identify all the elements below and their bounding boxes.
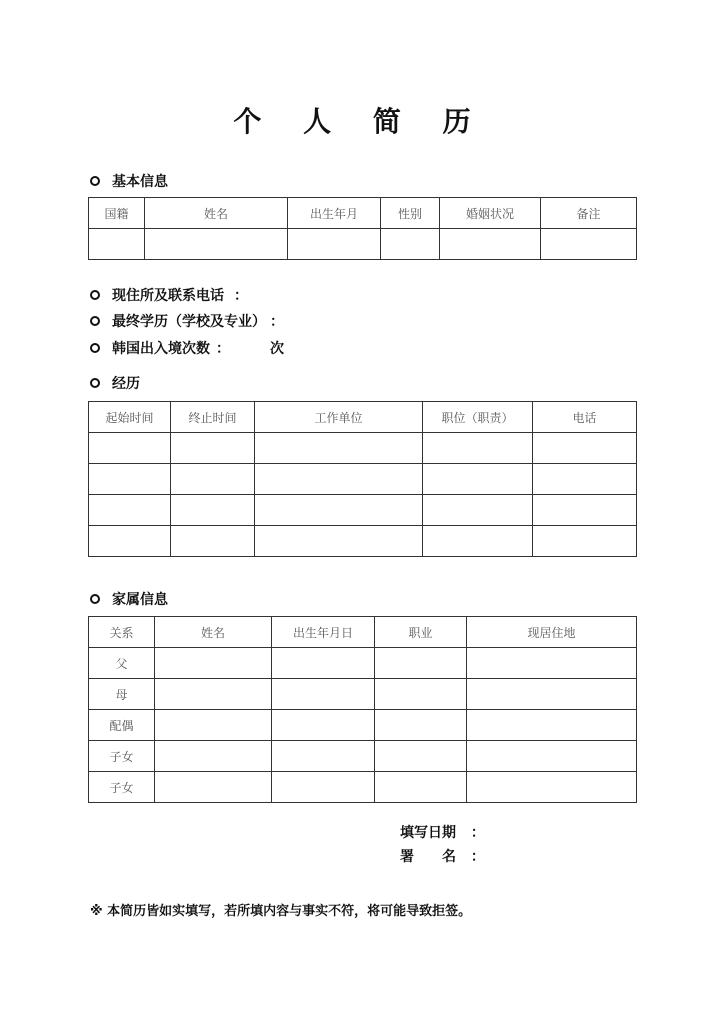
table-row — [89, 648, 637, 679]
input-cell[interactable] — [375, 772, 467, 803]
input-cell[interactable] — [255, 464, 423, 495]
input-cell[interactable] — [155, 710, 272, 741]
input-cell[interactable] — [89, 433, 171, 464]
input-cell[interactable] — [423, 433, 533, 464]
header-cell: 备注 — [541, 198, 637, 229]
colon: ： — [470, 849, 485, 865]
experience-heading — [90, 373, 140, 393]
input-cell[interactable] — [533, 464, 637, 495]
table-row — [89, 741, 637, 772]
table-header-row — [89, 617, 637, 648]
input-cell[interactable] — [272, 772, 375, 803]
section-label: 家属信息 — [112, 592, 168, 608]
input-cell[interactable] — [255, 526, 423, 557]
table-row — [89, 433, 637, 464]
input-cell[interactable] — [171, 526, 255, 557]
relation-cell: 子女 — [89, 772, 155, 803]
colon: ： — [270, 314, 284, 330]
input-cell[interactable] — [467, 741, 637, 772]
family-table — [88, 616, 637, 803]
education-field — [90, 311, 284, 331]
table-row — [89, 495, 637, 526]
page-title: 个 人 简 历 — [233, 105, 487, 138]
input-cell[interactable] — [89, 229, 145, 260]
input-cell[interactable] — [467, 679, 637, 710]
input-cell[interactable] — [89, 495, 171, 526]
relation-cell: 父 — [89, 648, 155, 679]
header-cell: 起始时间 — [89, 402, 171, 433]
header-cell: 姓名 — [155, 617, 272, 648]
header-cell: 姓名 — [145, 198, 288, 229]
header-cell: 工作单位 — [255, 402, 423, 433]
fill-date-label: 填写日期 — [400, 825, 456, 841]
input-cell[interactable] — [375, 741, 467, 772]
input-cell[interactable] — [272, 679, 375, 710]
section-label: 基本信息 — [112, 174, 168, 190]
input-cell[interactable] — [440, 229, 541, 260]
input-cell[interactable] — [467, 710, 637, 741]
input-cell[interactable] — [288, 229, 381, 260]
relation-cell: 子女 — [89, 741, 155, 772]
table-row — [89, 710, 637, 741]
bullet-circle-icon — [90, 290, 100, 300]
input-cell[interactable] — [145, 229, 288, 260]
relation-cell: 配偶 — [89, 710, 155, 741]
address-field — [90, 285, 248, 305]
input-cell[interactable] — [467, 772, 637, 803]
table-row — [89, 526, 637, 557]
header-cell: 关系 — [89, 617, 155, 648]
input-cell[interactable] — [89, 464, 171, 495]
input-cell[interactable] — [272, 741, 375, 772]
header-cell: 国籍 — [89, 198, 145, 229]
input-cell[interactable] — [423, 464, 533, 495]
bullet-circle-icon — [90, 378, 100, 388]
header-cell: 性别 — [381, 198, 440, 229]
basic-info-heading — [90, 171, 168, 191]
header-cell: 终止时间 — [171, 402, 255, 433]
table-header-row — [89, 198, 637, 229]
input-cell[interactable] — [155, 648, 272, 679]
input-cell[interactable] — [272, 710, 375, 741]
input-cell[interactable] — [272, 648, 375, 679]
field-label: 韩国出入境次数 — [112, 341, 210, 357]
header-cell: 出生年月 — [288, 198, 381, 229]
colon: ： — [470, 825, 485, 841]
bullet-circle-icon — [90, 316, 100, 326]
input-cell[interactable] — [255, 433, 423, 464]
section-label: 经历 — [112, 376, 140, 392]
input-cell[interactable] — [423, 526, 533, 557]
unit-label: 次 — [270, 341, 284, 357]
input-cell[interactable] — [467, 648, 637, 679]
field-label: 最终学历（学校及专业） — [112, 314, 266, 330]
experience-table — [88, 401, 637, 557]
input-cell[interactable] — [375, 710, 467, 741]
basic-info-table — [88, 197, 637, 260]
table-header-row — [89, 402, 637, 433]
input-cell[interactable] — [171, 464, 255, 495]
header-cell: 电话 — [533, 402, 637, 433]
input-cell[interactable] — [155, 679, 272, 710]
input-cell[interactable] — [375, 648, 467, 679]
input-cell[interactable] — [541, 229, 637, 260]
bullet-circle-icon — [90, 594, 100, 604]
table-row — [89, 229, 637, 260]
fill-date-field — [400, 822, 485, 842]
colon: ： — [234, 288, 248, 304]
signature-label: 署 名 — [400, 849, 456, 865]
family-heading — [90, 589, 168, 609]
table-row — [89, 464, 637, 495]
header-cell: 出生年月日 — [272, 617, 375, 648]
signature-field — [400, 846, 485, 866]
input-cell[interactable] — [171, 495, 255, 526]
table-row — [89, 679, 637, 710]
field-label: 现住所及联系电话 — [112, 288, 224, 304]
input-cell[interactable] — [423, 495, 533, 526]
colon: ： — [216, 341, 230, 357]
input-cell[interactable] — [171, 433, 255, 464]
table-row — [89, 772, 637, 803]
input-cell[interactable] — [533, 526, 637, 557]
header-cell: 婚姻状况 — [440, 198, 541, 229]
header-cell: 职业 — [375, 617, 467, 648]
bullet-circle-icon — [90, 343, 100, 353]
disclaimer-note: ※ 本简历皆如实填写，若所填内容与事实不符，将可能导致拒签。 — [90, 904, 472, 919]
input-cell[interactable] — [155, 772, 272, 803]
korea-entries-field — [90, 338, 284, 358]
header-cell: 职位（职责） — [423, 402, 533, 433]
header-cell: 现居住地 — [467, 617, 637, 648]
input-cell[interactable] — [381, 229, 440, 260]
input-cell[interactable] — [155, 741, 272, 772]
input-cell[interactable] — [533, 495, 637, 526]
input-cell[interactable] — [375, 679, 467, 710]
bullet-circle-icon — [90, 176, 100, 186]
input-cell[interactable] — [255, 495, 423, 526]
input-cell[interactable] — [89, 526, 171, 557]
input-cell[interactable] — [533, 433, 637, 464]
relation-cell: 母 — [89, 679, 155, 710]
